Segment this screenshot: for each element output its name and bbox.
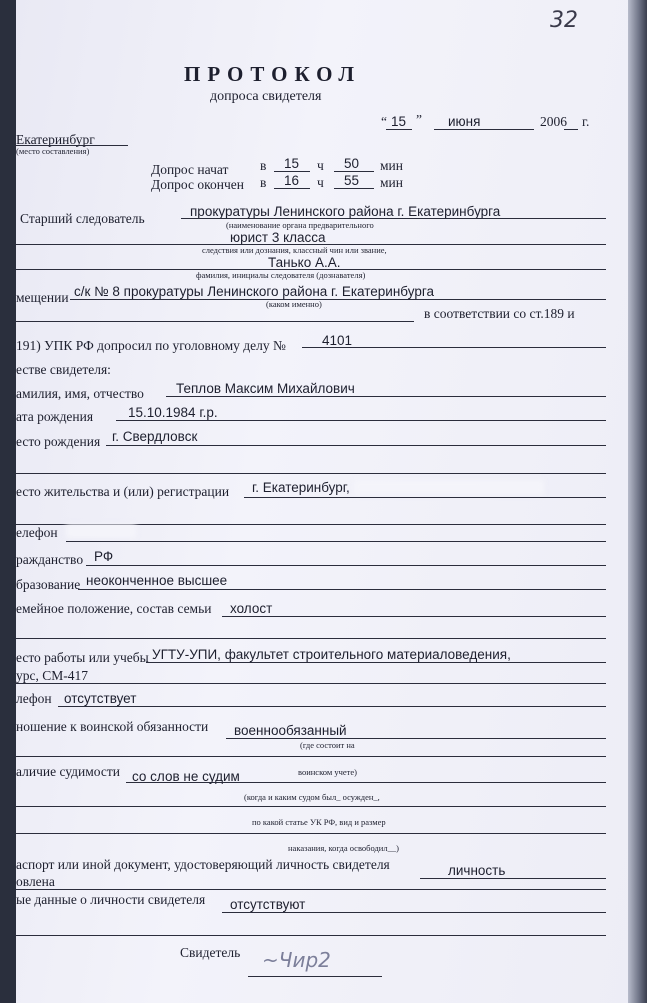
- page-edge: [628, 0, 647, 1003]
- document-title: ПРОТОКОЛ: [184, 62, 362, 86]
- witness-capacity: естве свидетеля:: [16, 362, 111, 377]
- family-label: емейное положение, состав семьи: [16, 601, 212, 616]
- pob-label: есто рождения: [16, 434, 101, 449]
- witness-education: неоконченное высшее: [86, 573, 228, 588]
- investigator-hint-2: следствия или дознания, классный чин или звание,: [202, 245, 387, 255]
- name-label: амилия, имя, отчество: [16, 386, 144, 401]
- date-year-suffix: г.: [582, 114, 590, 129]
- start-minutes: 50: [344, 156, 360, 171]
- signature-label: Свидетель: [180, 945, 241, 960]
- witness-work-2: урс, СМ-417: [16, 668, 88, 683]
- hours-1: ч: [317, 158, 324, 173]
- witness-other: отсутствуют: [230, 897, 306, 912]
- investigator-name: Танько А.А.: [268, 255, 341, 270]
- residence-label: есто жительства и (или) регистрации: [16, 484, 230, 499]
- military-hint-2: воинском учете): [298, 767, 357, 777]
- investigator-hint-1: (наименование органа предварительного: [226, 220, 374, 230]
- phone2-label: лефон: [16, 691, 52, 706]
- end-label: Допрос окончен: [151, 177, 244, 192]
- investigator-rank: юрист 3 класса: [230, 230, 326, 245]
- room-hint: (каком именно): [266, 299, 322, 309]
- minutes-2: мин: [380, 175, 403, 190]
- record-label: аличие судимости: [16, 764, 121, 779]
- date-year: 2006: [540, 114, 567, 129]
- in-2: в: [260, 175, 267, 190]
- citizenship-label: ражданство: [16, 552, 84, 567]
- minutes-1: мин: [380, 158, 403, 173]
- investigator-hint-3: фамилия, инициалы следователя (дознавателя): [196, 270, 366, 280]
- end-minutes: 55: [344, 173, 360, 188]
- witness-dob: 15.10.1984 г.р.: [128, 405, 218, 420]
- work-label: есто работы или учебы: [16, 650, 149, 665]
- military-label: ношение к воинской обязанности: [16, 719, 209, 734]
- witness-passport-2: овлена: [16, 874, 55, 889]
- record-hint-1: (когда и каким судом был_ осужден_,: [244, 792, 380, 802]
- witness-phone2: отсутствует: [64, 691, 137, 706]
- witness-military: военнообязанный: [234, 723, 347, 738]
- other-label: ые данные о личности свидетеля: [16, 892, 206, 907]
- protocol-page: 32 ПРОТОКОЛ допроса свидетеля “ 15 ” июня 2006 г. Екатеринбург (место составления) Допрос начат в 15 ч 50 мин Допрос окончен в 16 ч 55 мин Старший следователь прокуратуры Ленинского района г. Екатеринбурга (наименование органа предварительного юрист 3 класса следствия или дознания, классный чин или звание, Танько А.А. фамилия, инициалы следователя (дознавателя) мещении с/к № 8 прокуратуры Ленинского района г. Екатеринбурга (каком именно) в соответствии со ст.189 и 191) УПК РФ допросил по уголовному делу № 4101 естве свидетеля: амилия, имя, отчество Теплов Максим Михайлович ата рождения 15.10.1984 г.р. есто рождения г. Свердловск есто жительства и (или) регистрации г. Екатеринбург, елефон ражданство РФ бразование неоконченное высшее емейное положение, состав семьи холост есто работы или учебы УГТУ-УПИ, факультет строительного материаловедения, урс, СМ-417 лефон отсутствует ношение к воинской обязанности военнообязанный (где состоит на воинском учете) аличие судимости со слов не судим (когда и каким судом был_ осужден_, по какой статье УК РФ, вид и размер наказания, когда освободил__) аспорт или иной документ, удостоверяющий личность свидетеля личность овлена ые данные о личности свидетеля отсутствуют Свидетель ~Чир2: [16, 0, 636, 1003]
- case-label: 191) УПК РФ допросил по уголовному делу №: [16, 338, 286, 353]
- witness-work: УГТУ-УПИ, факультет строительного материаловедения,: [152, 647, 511, 662]
- start-label: Допрос начат: [151, 162, 229, 177]
- witness-family: холост: [230, 601, 273, 616]
- start-hours: 15: [284, 156, 300, 171]
- record-hint-2: по какой статье УК РФ, вид и размер: [252, 817, 386, 827]
- investigator-org: прокуратуры Ленинского района г. Екатеринбурга: [190, 204, 501, 219]
- record-hint-3: наказания, когда освободил__): [288, 843, 399, 853]
- place-hint: (место составления): [16, 146, 90, 156]
- witness-citizenship: РФ: [94, 549, 114, 564]
- page-number: 32: [550, 8, 578, 33]
- investigator-label: Старший следователь: [20, 211, 145, 226]
- document-subtitle: допроса свидетеля: [210, 89, 322, 104]
- in-1: в: [260, 158, 267, 173]
- witness-passport: личность: [448, 863, 506, 878]
- case-number: 4101: [322, 333, 353, 348]
- end-hours: 16: [284, 173, 300, 188]
- redaction: [354, 480, 544, 495]
- room-label: мещении: [16, 290, 69, 305]
- witness-pob: г. Свердловск: [112, 429, 198, 444]
- hours-2: ч: [317, 175, 324, 190]
- dob-label: ата рождения: [16, 409, 94, 424]
- witness-record: со слов не судим: [132, 769, 240, 784]
- date-month: июня: [448, 114, 481, 129]
- phone-label: елефон: [16, 525, 58, 540]
- witness-name: Теплов Максим Михайлович: [176, 381, 355, 396]
- date-day: 15: [391, 114, 407, 129]
- witness-residence: г. Екатеринбург,: [252, 480, 350, 495]
- redaction-phone: [66, 524, 136, 538]
- passport-label: аспорт или иной документ, удостоверяющий личность свидетеля: [16, 857, 390, 872]
- place: Екатеринбург: [16, 132, 95, 147]
- room-value: с/к № 8 прокуратуры Ленинского района г. Екатеринбурга: [74, 284, 434, 299]
- accordance: в соответствии со ст.189 и: [424, 306, 575, 321]
- education-label: бразование: [16, 577, 81, 592]
- military-hint-1: (где состоит на: [300, 740, 355, 750]
- signature-mark: ~Чир2: [262, 948, 331, 972]
